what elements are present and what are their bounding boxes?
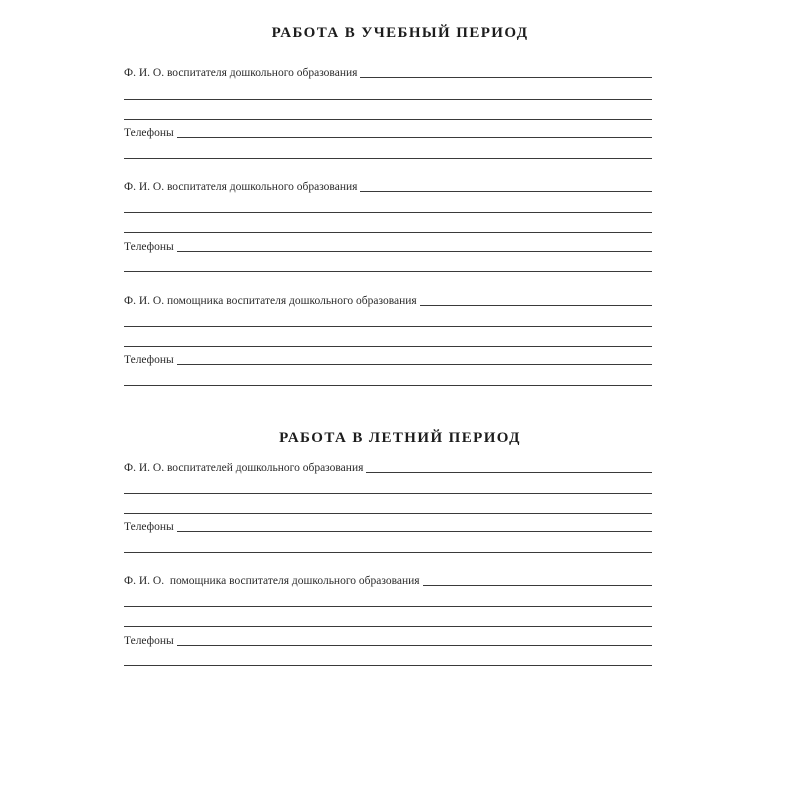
field-label: Ф. И. О. помощника воспитателя дошкольного образования — [124, 575, 420, 587]
fill-line[interactable] — [420, 305, 652, 306]
field-label: Ф. И. О. воспитателей дошкольного образования — [124, 462, 364, 474]
fill-line[interactable] — [423, 585, 652, 586]
fill-line[interactable] — [177, 364, 652, 365]
form-field-teacher-1-phones[interactable] — [124, 124, 652, 140]
fill-line[interactable] — [177, 645, 652, 646]
blank-line[interactable] — [124, 626, 652, 627]
blank-line[interactable] — [124, 326, 652, 327]
blank-line[interactable] — [124, 513, 652, 514]
form-field-assistant-phones[interactable] — [124, 351, 652, 367]
blank-line[interactable] — [124, 665, 652, 666]
blank-line[interactable] — [124, 606, 652, 607]
field-label: Ф. И. О. воспитателя дошкольного образования — [124, 67, 358, 79]
blank-line[interactable] — [124, 212, 652, 213]
fill-line[interactable] — [360, 77, 652, 78]
field-label: Телефоны — [124, 241, 174, 253]
form-field-summer-teachers-name[interactable] — [124, 459, 652, 475]
fill-line[interactable] — [177, 531, 652, 532]
form-field-teacher-1-name[interactable] — [124, 64, 652, 80]
fill-line[interactable] — [366, 472, 652, 473]
form-field-teacher-2-phones[interactable] — [124, 238, 652, 254]
field-label: Ф. И. О. воспитателя дошкольного образования — [124, 181, 358, 193]
section-title-summer-period: РАБОТА В ЛЕТНИЙ ПЕРИОД — [279, 430, 521, 446]
blank-line[interactable] — [124, 493, 652, 494]
field-label: Ф. И. О. помощника воспитателя дошкольного образования — [124, 295, 417, 307]
blank-line[interactable] — [124, 385, 652, 386]
fill-line[interactable] — [360, 191, 652, 192]
blank-line[interactable] — [124, 271, 652, 272]
fill-line[interactable] — [177, 251, 652, 252]
blank-line[interactable] — [124, 346, 652, 347]
field-label: Телефоны — [124, 127, 174, 139]
field-label: Телефоны — [124, 354, 174, 366]
blank-line[interactable] — [124, 552, 652, 553]
blank-line[interactable] — [124, 99, 652, 100]
blank-line[interactable] — [124, 119, 652, 120]
form-field-summer-teachers-phones[interactable] — [124, 518, 652, 534]
field-label: Телефоны — [124, 521, 174, 533]
form-field-assistant-name[interactable] — [124, 292, 652, 308]
blank-line[interactable] — [124, 158, 652, 159]
section-title-school-period: РАБОТА В УЧЕБНЫЙ ПЕРИОД — [271, 25, 529, 41]
field-label: Телефоны — [124, 635, 174, 647]
form-field-summer-assistant-phones[interactable] — [124, 632, 652, 648]
blank-line[interactable] — [124, 232, 652, 233]
fill-line[interactable] — [177, 137, 652, 138]
form-field-teacher-2-name[interactable] — [124, 178, 652, 194]
form-field-summer-assistant-name[interactable] — [124, 572, 652, 588]
